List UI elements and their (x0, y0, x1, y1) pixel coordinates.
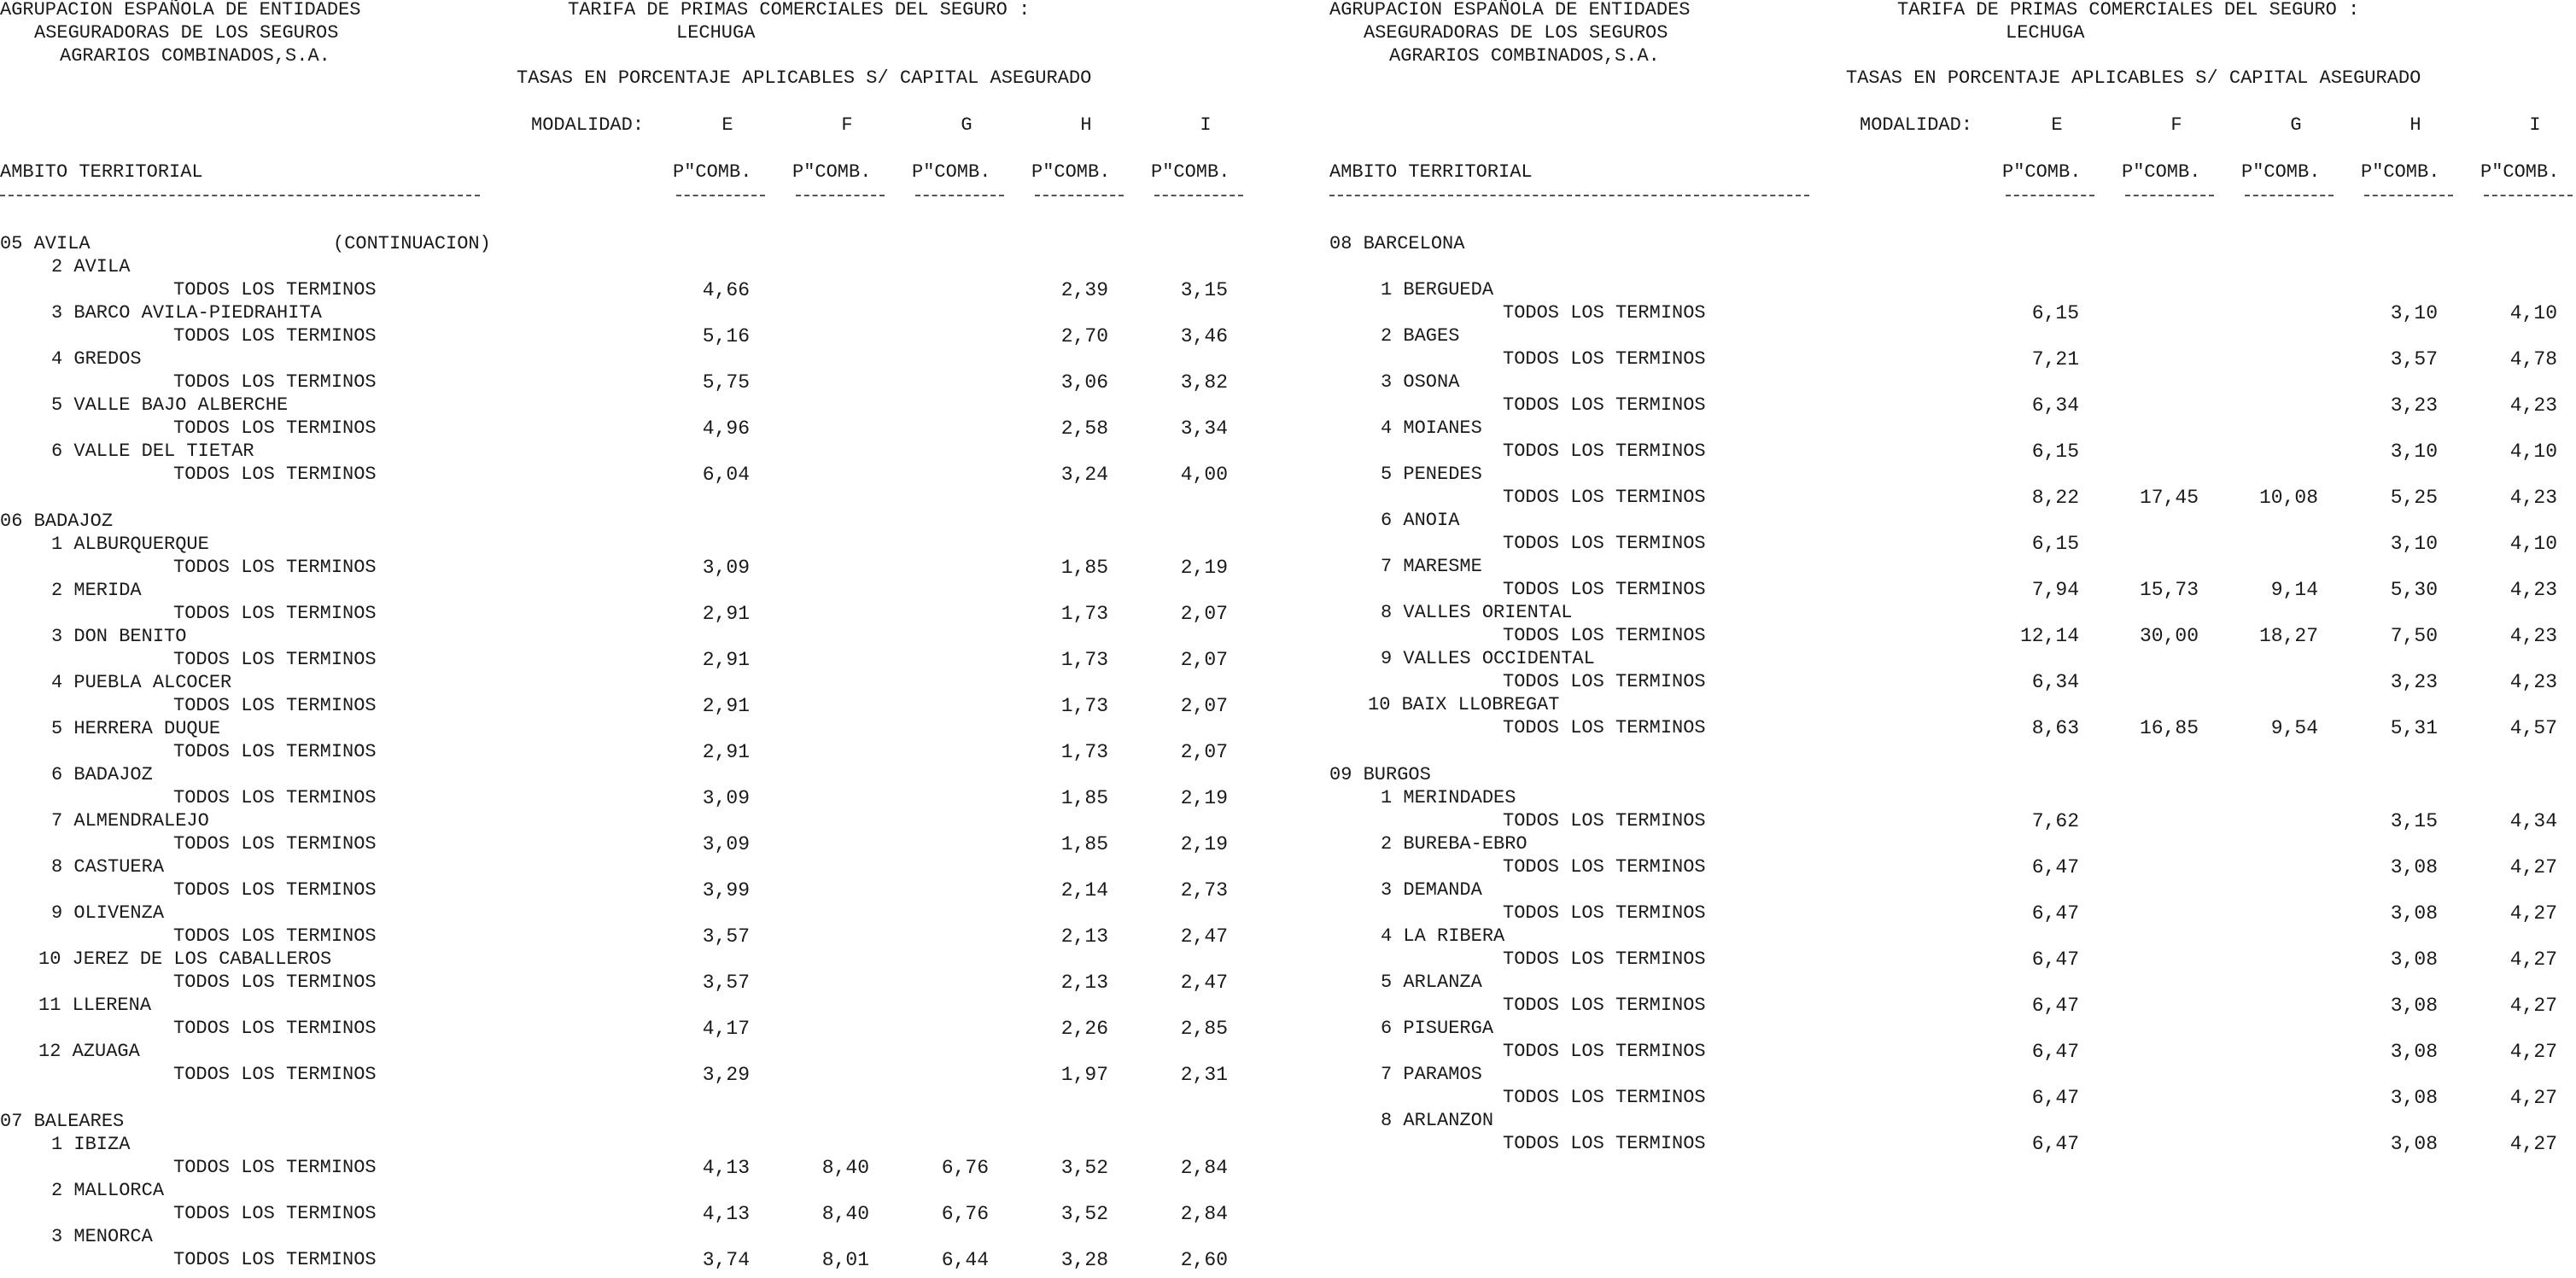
modality-letter: I (2529, 114, 2541, 136)
region-name: 8 VALLES ORIENTAL (1381, 602, 1573, 623)
column-header: P"COMB. (2122, 161, 2201, 183)
rate-value: 4,23 (2509, 487, 2557, 509)
region-name: 6 BADAJOZ (51, 764, 153, 785)
rate-value: 3,08 (2390, 1133, 2438, 1155)
region-name: 1 BERGUEDA (1381, 279, 1494, 301)
rate-value: 2,91 (702, 741, 750, 763)
region-name: 9 VALLES OCCIDENTAL (1381, 648, 1595, 669)
term-label: TODOS LOS TERMINOS (173, 603, 377, 624)
org-line: AGRARIOS COMBINADOS,S.A. (1389, 45, 1660, 67)
region-name: 5 HERRERA DUQUE (51, 718, 221, 739)
rate-value: 10,08 (2258, 487, 2318, 509)
rate-value: 2,31 (1180, 1064, 1228, 1086)
rate-value: 6,15 (2031, 302, 2079, 324)
term-label: TODOS LOS TERMINOS (173, 741, 377, 762)
rate-value: 3,08 (2390, 1041, 2438, 1063)
term-label: TODOS LOS TERMINOS (1503, 995, 1706, 1016)
region-name: 4 LA RIBERA (1381, 925, 1505, 947)
rate-value: 3,09 (702, 557, 750, 579)
term-label: TODOS LOS TERMINOS (1503, 487, 1706, 508)
rate-value: 4,27 (2509, 948, 2557, 971)
modality-letter: F (2170, 114, 2182, 136)
region-name: 2 BUREBA-EBRO (1381, 833, 1527, 855)
rate-value: 2,85 (1180, 1018, 1228, 1040)
province-name: 05 AVILA (0, 233, 91, 254)
rate-value: 3,09 (702, 833, 750, 855)
rate-value: 3,08 (2390, 902, 2438, 925)
rate-value: 4,23 (2509, 625, 2557, 647)
rate-value: 3,82 (1180, 371, 1228, 394)
term-label: TODOS LOS TERMINOS (173, 972, 377, 993)
term-label: TODOS LOS TERMINOS (173, 695, 377, 716)
rate-value: 2,58 (1060, 417, 1108, 440)
term-label: TODOS LOS TERMINOS (1503, 579, 1706, 600)
region-name: 6 PISUERGA (1381, 1018, 1494, 1039)
term-label: TODOS LOS TERMINOS (1503, 1087, 1706, 1108)
rate-value: 4,23 (2509, 579, 2557, 601)
term-label: TODOS LOS TERMINOS (173, 1064, 377, 1085)
rate-value: 4,27 (2509, 902, 2557, 925)
rate-value: 6,34 (2031, 671, 2079, 693)
rate-value: 3,15 (1180, 279, 1228, 301)
rate-value: 4,10 (2509, 441, 2557, 463)
rate-value: 3,10 (2390, 441, 2438, 463)
rate-value: 3,29 (702, 1064, 750, 1086)
term-label: TODOS LOS TERMINOS (1503, 948, 1706, 970)
ambito-rule (0, 195, 480, 196)
rate-value: 8,40 (821, 1203, 869, 1225)
region-name: 5 PENEDES (1381, 464, 1482, 485)
term-label: TODOS LOS TERMINOS (173, 925, 377, 947)
modality-letter: E (2051, 114, 2063, 136)
rate-value: 3,46 (1180, 325, 1228, 347)
rate-value: 2,60 (1180, 1249, 1228, 1271)
rate-value: 9,14 (2270, 579, 2318, 601)
rate-value: 8,22 (2031, 487, 2079, 509)
term-label: TODOS LOS TERMINOS (173, 325, 377, 347)
region-name: 1 ALBURQUERQUE (51, 534, 209, 555)
rate-value: 1,73 (1060, 741, 1108, 763)
rate-value: 3,57 (702, 972, 750, 994)
column-header: P"COMB. (1031, 161, 1111, 183)
region-name: 3 OSONA (1381, 371, 1460, 393)
rate-value: 2,26 (1060, 1018, 1108, 1040)
term-label: TODOS LOS TERMINOS (1503, 441, 1706, 462)
org-line: ASEGURADORAS DE LOS SEGUROS (1364, 22, 1668, 44)
region-name: 3 BARCO AVILA-PIEDRAHITA (51, 302, 322, 324)
modality-letter: E (721, 114, 733, 136)
ambito-label: AMBITO TERRITORIAL (0, 161, 203, 183)
region-name: 3 MENORCA (51, 1226, 153, 1247)
region-name: 10 JEREZ DE LOS CABALLEROS (38, 948, 332, 970)
rate-value: 6,15 (2031, 533, 2079, 555)
rate-value: 3,10 (2390, 302, 2438, 324)
rate-value: 6,47 (2031, 948, 2079, 971)
region-name: 8 ARLANZON (1381, 1110, 1494, 1131)
region-name: 7 ALMENDRALEJO (51, 810, 209, 832)
column-header: P"COMB. (2480, 161, 2560, 183)
rate-value: 4,17 (702, 1018, 750, 1040)
region-name: 10 BAIX LLOBREGAT (1368, 694, 1560, 715)
rate-value: 7,21 (2031, 348, 2079, 371)
rate-value: 4,13 (702, 1203, 750, 1225)
rate-value: 3,23 (2390, 671, 2438, 693)
crop-name: LECHUGA (2006, 22, 2085, 44)
column-rule (2245, 195, 2334, 196)
rate-value: 6,34 (2031, 394, 2079, 417)
rate-value: 4,34 (2509, 810, 2557, 832)
province-name: 08 BARCELONA (1329, 233, 1465, 254)
org-line: AGRUPACION ESPAÑOLA DE ENTIDADES (0, 0, 361, 20)
rate-value: 2,13 (1060, 972, 1108, 994)
rate-value: 2,70 (1060, 325, 1108, 347)
column-rule (676, 195, 765, 196)
rate-value: 3,99 (702, 879, 750, 902)
rate-value: 5,30 (2390, 579, 2438, 601)
rate-value: 4,27 (2509, 1041, 2557, 1063)
term-label: TODOS LOS TERMINOS (173, 279, 377, 301)
rate-value: 3,08 (2390, 856, 2438, 878)
column-rule (2125, 195, 2214, 196)
modality-letter: H (1080, 114, 1092, 136)
rate-value: 4,57 (2509, 717, 2557, 739)
rate-value: 8,63 (2031, 717, 2079, 739)
rate-value: 3,23 (2390, 394, 2438, 417)
column-rule (2006, 195, 2094, 196)
rate-value: 3,08 (2390, 948, 2438, 971)
rate-value: 2,19 (1180, 833, 1228, 855)
rate-value: 7,50 (2390, 625, 2438, 647)
rate-value: 2,91 (702, 695, 750, 717)
rate-value: 12,14 (2019, 625, 2079, 647)
region-name: 8 CASTUERA (51, 856, 165, 878)
province-name: 07 BALEARES (0, 1111, 125, 1132)
rate-value: 2,39 (1060, 279, 1108, 301)
rate-value: 4,78 (2509, 348, 2557, 371)
column-header: P"COMB. (673, 161, 752, 183)
rate-value: 6,44 (941, 1249, 989, 1271)
rate-value: 3,57 (702, 925, 750, 948)
rate-value: 3,28 (1060, 1249, 1108, 1271)
rate-value: 6,47 (2031, 1087, 2079, 1109)
column-rule (1035, 195, 1124, 196)
ambito-label: AMBITO TERRITORIAL (1329, 161, 1533, 183)
rate-value: 3,52 (1060, 1157, 1108, 1179)
column-rule (915, 195, 1004, 196)
region-name: 7 PARAMOS (1381, 1064, 1482, 1085)
rate-value: 6,76 (941, 1157, 989, 1179)
rate-value: 2,14 (1060, 879, 1108, 902)
rate-value: 2,47 (1180, 925, 1228, 948)
term-label: TODOS LOS TERMINOS (173, 879, 377, 901)
region-name: 2 BAGES (1381, 325, 1460, 347)
rate-value: 1,85 (1060, 787, 1108, 809)
term-label: TODOS LOS TERMINOS (173, 557, 377, 578)
rate-value: 1,73 (1060, 603, 1108, 625)
term-label: TODOS LOS TERMINOS (1503, 302, 1706, 324)
crop-name: LECHUGA (676, 22, 756, 44)
rate-value: 3,34 (1180, 417, 1228, 440)
region-name: 6 ANOIA (1381, 510, 1460, 531)
rate-value: 6,47 (2031, 1041, 2079, 1063)
column-rule (2364, 195, 2453, 196)
term-label: TODOS LOS TERMINOS (1503, 902, 1706, 924)
term-label: TODOS LOS TERMINOS (1503, 394, 1706, 416)
region-name: 4 GREDOS (51, 348, 142, 370)
region-name: 5 ARLANZA (1381, 972, 1482, 993)
rate-value: 3,08 (2390, 1087, 2438, 1109)
column-rule (2484, 195, 2573, 196)
rate-value: 8,01 (821, 1249, 869, 1271)
region-name: 12 AZUAGA (38, 1041, 140, 1062)
rate-value: 5,16 (702, 325, 750, 347)
rate-value: 3,08 (2390, 995, 2438, 1017)
region-name: 1 IBIZA (51, 1134, 131, 1155)
rate-value: 3,06 (1060, 371, 1108, 394)
region-name: 4 MOIANES (1381, 417, 1482, 439)
rate-value: 3,74 (702, 1249, 750, 1271)
column-header: P"COMB. (2241, 161, 2321, 183)
column-header: P"COMB. (792, 161, 872, 183)
column-header: P"COMB. (2361, 161, 2440, 183)
rate-value: 2,84 (1180, 1203, 1228, 1225)
rate-value: 1,73 (1060, 649, 1108, 671)
rate-value: 4,27 (2509, 1133, 2557, 1155)
rate-value: 2,84 (1180, 1157, 1228, 1179)
term-label: TODOS LOS TERMINOS (1503, 717, 1706, 738)
term-label: TODOS LOS TERMINOS (173, 1249, 377, 1270)
rate-value: 4,23 (2509, 671, 2557, 693)
term-label: TODOS LOS TERMINOS (173, 417, 377, 439)
term-label: TODOS LOS TERMINOS (1503, 810, 1706, 832)
rate-value: 30,00 (2139, 625, 2199, 647)
region-name: 1 MERINDADES (1381, 787, 1516, 808)
rate-value: 3,09 (702, 787, 750, 809)
column-header: P"COMB. (1151, 161, 1230, 183)
rates-note: TASAS EN PORCENTAJE APLICABLES S/ CAPITAL ASEGURADO (1846, 67, 2421, 89)
region-name: 11 LLERENA (38, 995, 152, 1016)
rate-value: 2,13 (1060, 925, 1108, 948)
ambito-rule (1329, 195, 1809, 196)
rate-value: 4,00 (1180, 464, 1228, 486)
column-rule (1154, 195, 1243, 196)
rate-value: 2,19 (1180, 557, 1228, 579)
rate-value: 16,85 (2139, 717, 2199, 739)
org-line: AGRUPACION ESPAÑOLA DE ENTIDADES (1329, 0, 1691, 20)
rate-value: 3,15 (2390, 810, 2438, 832)
org-line: ASEGURADORAS DE LOS SEGUROS (34, 22, 339, 44)
rate-value: 3,57 (2390, 348, 2438, 371)
rate-value: 4,10 (2509, 302, 2557, 324)
term-label: TODOS LOS TERMINOS (1503, 625, 1706, 646)
rate-value: 2,91 (702, 603, 750, 625)
rates-note: TASAS EN PORCENTAJE APLICABLES S/ CAPITAL ASEGURADO (517, 67, 1092, 89)
column-rule (796, 195, 885, 196)
rate-value: 3,24 (1060, 464, 1108, 486)
modality-letter: F (841, 114, 853, 136)
term-label: TODOS LOS TERMINOS (1503, 1041, 1706, 1062)
region-name: 2 MALLORCA (51, 1180, 165, 1201)
rate-value: 1,73 (1060, 695, 1108, 717)
rate-value: 6,15 (2031, 441, 2079, 463)
term-label: TODOS LOS TERMINOS (173, 1203, 377, 1224)
rate-value: 5,75 (702, 371, 750, 394)
rate-value: 4,13 (702, 1157, 750, 1179)
term-label: TODOS LOS TERMINOS (173, 649, 377, 670)
rate-value: 18,27 (2258, 625, 2318, 647)
rate-value: 5,25 (2390, 487, 2438, 509)
region-name: 7 MARESME (1381, 556, 1482, 577)
rate-value: 6,47 (2031, 902, 2079, 925)
rate-value: 9,54 (2270, 717, 2318, 739)
rate-value: 1,97 (1060, 1064, 1108, 1086)
rate-value: 1,85 (1060, 833, 1108, 855)
rate-value: 4,27 (2509, 856, 2557, 878)
modality-letter: H (2410, 114, 2421, 136)
tariff-title: TARIFA DE PRIMAS COMERCIALES DEL SEGURO : (1897, 0, 2360, 20)
term-label: TODOS LOS TERMINOS (173, 464, 377, 485)
rate-value: 2,07 (1180, 603, 1228, 625)
modalidad-label: MODALIDAD: (1860, 114, 1973, 136)
rate-value: 8,40 (821, 1157, 869, 1179)
modality-letter: I (1200, 114, 1212, 136)
region-name: 5 VALLE BAJO ALBERCHE (51, 394, 289, 416)
rate-value: 4,27 (2509, 995, 2557, 1017)
term-label: TODOS LOS TERMINOS (1503, 1133, 1706, 1154)
rate-value: 3,52 (1060, 1203, 1108, 1225)
rate-value: 2,07 (1180, 741, 1228, 763)
region-name: 3 DEMANDA (1381, 879, 1482, 901)
rate-value: 4,27 (2509, 1087, 2557, 1109)
rate-value: 1,85 (1060, 557, 1108, 579)
rate-value: 7,62 (2031, 810, 2079, 832)
term-label: TODOS LOS TERMINOS (1503, 348, 1706, 370)
rate-value: 5,31 (2390, 717, 2438, 739)
rate-value: 15,73 (2139, 579, 2199, 601)
rate-value: 6,47 (2031, 1133, 2079, 1155)
region-name: 4 PUEBLA ALCOCER (51, 672, 232, 693)
rate-value: 2,91 (702, 649, 750, 671)
rate-value: 2,73 (1180, 879, 1228, 902)
term-label: TODOS LOS TERMINOS (1503, 856, 1706, 878)
term-label: TODOS LOS TERMINOS (1503, 533, 1706, 554)
term-label: TODOS LOS TERMINOS (173, 371, 377, 393)
column-header: P"COMB. (912, 161, 991, 183)
region-name: 2 MERIDA (51, 580, 142, 601)
rate-value: 6,76 (941, 1203, 989, 1225)
rate-value: 4,96 (702, 417, 750, 440)
term-label: TODOS LOS TERMINOS (173, 1018, 377, 1039)
rate-value: 17,45 (2139, 487, 2199, 509)
rate-value: 4,23 (2509, 394, 2557, 417)
rate-value: 4,10 (2509, 533, 2557, 555)
rate-value: 2,07 (1180, 649, 1228, 671)
org-line: AGRARIOS COMBINADOS,S.A. (60, 45, 330, 67)
rate-value: 2,47 (1180, 972, 1228, 994)
rate-value: 6,04 (702, 464, 750, 486)
rate-value: 2,19 (1180, 787, 1228, 809)
modality-letter: G (961, 114, 973, 136)
rate-value: 3,10 (2390, 533, 2438, 555)
term-label: TODOS LOS TERMINOS (173, 833, 377, 855)
modalidad-label: MODALIDAD: (531, 114, 645, 136)
province-name: 06 BADAJOZ (0, 511, 114, 532)
column-header: P"COMB. (2002, 161, 2082, 183)
province-note: (CONTINUACION) (333, 233, 491, 254)
rate-value: 6,47 (2031, 995, 2079, 1017)
modality-letter: G (2290, 114, 2302, 136)
region-name: 6 VALLE DEL TIETAR (51, 441, 254, 462)
term-label: TODOS LOS TERMINOS (173, 1157, 377, 1178)
region-name: 9 OLIVENZA (51, 902, 165, 924)
term-label: TODOS LOS TERMINOS (1503, 671, 1706, 692)
term-label: TODOS LOS TERMINOS (173, 787, 377, 808)
tariff-title: TARIFA DE PRIMAS COMERCIALES DEL SEGURO : (568, 0, 1031, 20)
rate-value: 6,47 (2031, 856, 2079, 878)
rate-value: 7,94 (2031, 579, 2079, 601)
region-name: 3 DON BENITO (51, 626, 187, 647)
rate-value: 4,66 (702, 279, 750, 301)
province-name: 09 BURGOS (1329, 764, 1431, 785)
rate-value: 2,07 (1180, 695, 1228, 717)
region-name: 2 AVILA (51, 256, 131, 277)
